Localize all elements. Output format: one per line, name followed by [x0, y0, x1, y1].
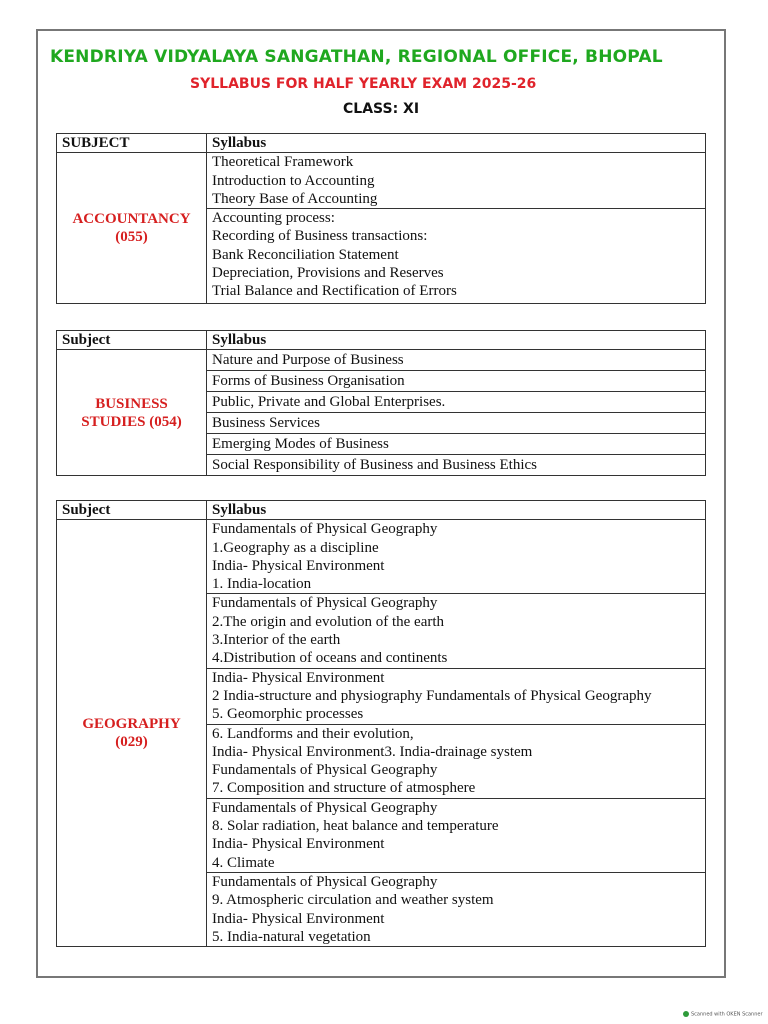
syllabus-line: Recording of Business transactions:	[212, 228, 428, 245]
syllabus-line: 1. India-location	[212, 576, 312, 593]
geography-table	[56, 500, 706, 947]
syllabus-line: Bank Reconciliation Statement	[212, 246, 399, 263]
syllabus-line: Theoretical Framework	[212, 154, 354, 171]
syllabus-line: Accounting process:	[212, 210, 335, 227]
subject-cell	[57, 520, 207, 947]
syllabus-cell	[207, 594, 706, 668]
syllabus-line: 2.The origin and evolution of the earth	[212, 613, 445, 630]
scanner-logo-icon	[683, 1011, 689, 1017]
scanner-watermark	[683, 1011, 763, 1018]
org-heading: KENDRIYA VIDYALAYA SANGATHAN, REGIONAL OFFICE, BHOPAL	[50, 47, 663, 67]
syllabus-line: India- Physical Environment	[212, 557, 385, 574]
subject-code: STUDIES (054)	[81, 413, 182, 430]
subject-name: GEOGRAPHY	[82, 715, 181, 732]
syllabus-line: Depreciation, Provisions and Reserves	[212, 265, 444, 282]
subject-header: Subject	[57, 331, 207, 350]
subject-cell	[57, 350, 207, 476]
syllabus-header: Syllabus	[207, 501, 706, 520]
accountancy-table	[56, 133, 706, 304]
business-studies-table	[56, 330, 706, 476]
syllabus-header: Syllabus	[207, 134, 706, 153]
syllabus-line: India- Physical Environment3. India-drainage system	[212, 743, 533, 760]
subject-name: ACCOUNTANCY	[72, 210, 191, 227]
syllabus-line: 6. Landforms and their evolution,	[212, 725, 414, 742]
syllabus-cell: Public, Private and Global Enterprises.	[207, 392, 706, 413]
subject-header: SUBJECT	[57, 134, 207, 153]
syllabus-header: Syllabus	[207, 331, 706, 350]
table-row	[57, 153, 706, 209]
syllabus-cell: Business Services	[207, 413, 706, 434]
table-header-row	[57, 134, 706, 153]
syllabus-cell: Nature and Purpose of Business	[207, 350, 706, 371]
subject-code: (029)	[115, 734, 148, 751]
syllabus-line: 5. Geomorphic processes	[212, 706, 364, 723]
syllabus-cell	[207, 209, 706, 304]
syllabus-line: 8. Solar radiation, heat balance and temperature	[212, 818, 499, 835]
subject-cell	[57, 153, 207, 304]
syllabus-cell	[207, 798, 706, 872]
syllabus-line: 3.Interior of the earth	[212, 632, 341, 649]
syllabus-line: 5. India-natural vegetation	[212, 928, 371, 945]
syllabus-line: 1.Geography as a discipline	[212, 539, 379, 556]
table-header-row	[57, 331, 706, 350]
syllabus-cell: Social Responsibility of Business and Business Ethics	[207, 455, 706, 476]
subject-header: Subject	[57, 501, 207, 520]
exam-title: SYLLABUS FOR HALF YEARLY EXAM 2025-26	[190, 76, 537, 92]
class-label: CLASS: XI	[343, 101, 420, 117]
syllabus-cell	[207, 153, 706, 209]
syllabus-line: India- Physical Environment	[212, 910, 385, 927]
table-row	[57, 350, 706, 371]
syllabus-cell: Emerging Modes of Business	[207, 434, 706, 455]
syllabus-line: Fundamentals of Physical Geography	[212, 762, 438, 779]
syllabus-cell	[207, 520, 706, 594]
syllabus-line: India- Physical Environment	[212, 836, 385, 853]
syllabus-line: Fundamentals of Physical Geography	[212, 873, 438, 890]
table-row	[57, 520, 706, 594]
syllabus-cell	[207, 724, 706, 798]
subject-name: BUSINESS	[95, 395, 168, 412]
syllabus-line: Trial Balance and Rectification of Errors	[212, 283, 457, 300]
syllabus-line: 9. Atmospheric circulation and weather system	[212, 892, 494, 909]
syllabus-line: Fundamentals of Physical Geography	[212, 595, 438, 612]
syllabus-line: Theory Base of Accounting	[212, 190, 378, 207]
syllabus-line: Introduction to Accounting	[212, 172, 375, 189]
syllabus-line: 4.Distribution of oceans and continents	[212, 650, 448, 667]
scanner-text: Scanned with OKEN Scanner	[691, 1011, 763, 1018]
table-header-row	[57, 501, 706, 520]
syllabus-line: Fundamentals of Physical Geography	[212, 521, 438, 538]
syllabus-line: 7. Composition and structure of atmosphere	[212, 780, 476, 797]
syllabus-cell: Forms of Business Organisation	[207, 371, 706, 392]
syllabus-cell	[207, 872, 706, 946]
syllabus-line: Fundamentals of Physical Geography	[212, 799, 438, 816]
subject-code: (055)	[115, 229, 148, 246]
syllabus-cell	[207, 668, 706, 724]
syllabus-line: 2 India-structure and physiography Fundamentals of Physical Geography	[212, 687, 652, 704]
syllabus-line: India- Physical Environment	[212, 669, 385, 686]
syllabus-line: 4. Climate	[212, 854, 275, 871]
